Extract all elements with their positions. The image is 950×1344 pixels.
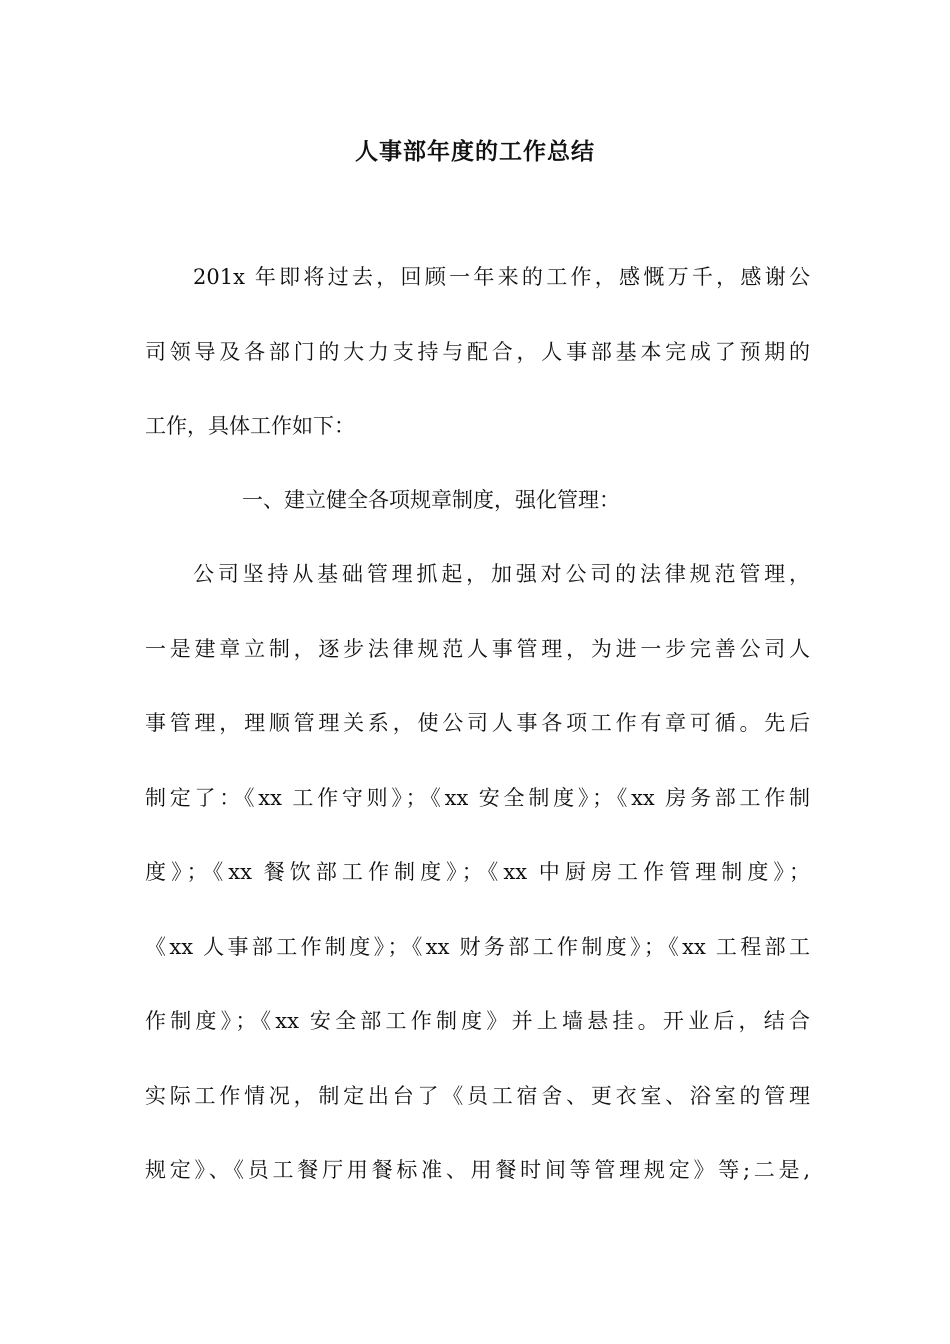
paragraph-2-line-4: 制定了：《xx 工作守则》；《xx 安全制度》；《xx 房务部工作制: [145, 786, 810, 810]
paragraph-2-line-6: 《xx 人事部工作制度》；《xx 财务部工作制度》；《xx 工程部工: [145, 935, 810, 959]
section-heading-1: 一、建立健全各项规章制度，强化管理：: [242, 488, 620, 512]
paragraph-1-line-2: 司领导及各部门的大力支持与配合，人事部基本完成了预期的: [145, 340, 810, 364]
paragraph-2-line-2: 一是建章立制，逐步法律规范人事管理，为进一步完善公司人: [145, 637, 810, 661]
paragraph-2-line-1: 公司坚持从基础管理抓起，加强对公司的法律规范管理，: [193, 562, 810, 586]
paragraph-1-line-3: 工作，具体工作如下：: [145, 414, 355, 438]
paragraph-2-line-9: 规定》、《员工餐厅用餐标准、用餐时间等管理规定》等;二是,: [145, 1158, 810, 1182]
document-title: 人事部年度的工作总结: [355, 138, 595, 165]
paragraph-2-line-8: 实际工作情况，制定出台了《员工宿舍、更衣室、浴室的管理: [145, 1084, 810, 1108]
paragraph-1-line-1: 201x 年即将过去，回顾一年来的工作，感慨万千，感谢公: [193, 265, 810, 289]
paragraph-2-line-3: 事管理，理顺管理关系，使公司人事各项工作有章可循。先后: [145, 711, 810, 735]
paragraph-2-line-5: 度》；《xx 餐饮部工作制度》；《xx 中厨房工作管理制度》；: [145, 860, 810, 884]
paragraph-2-line-7: 作制度》；《xx 安全部工作制度》并上墙悬挂。开业后，结合: [145, 1009, 810, 1033]
